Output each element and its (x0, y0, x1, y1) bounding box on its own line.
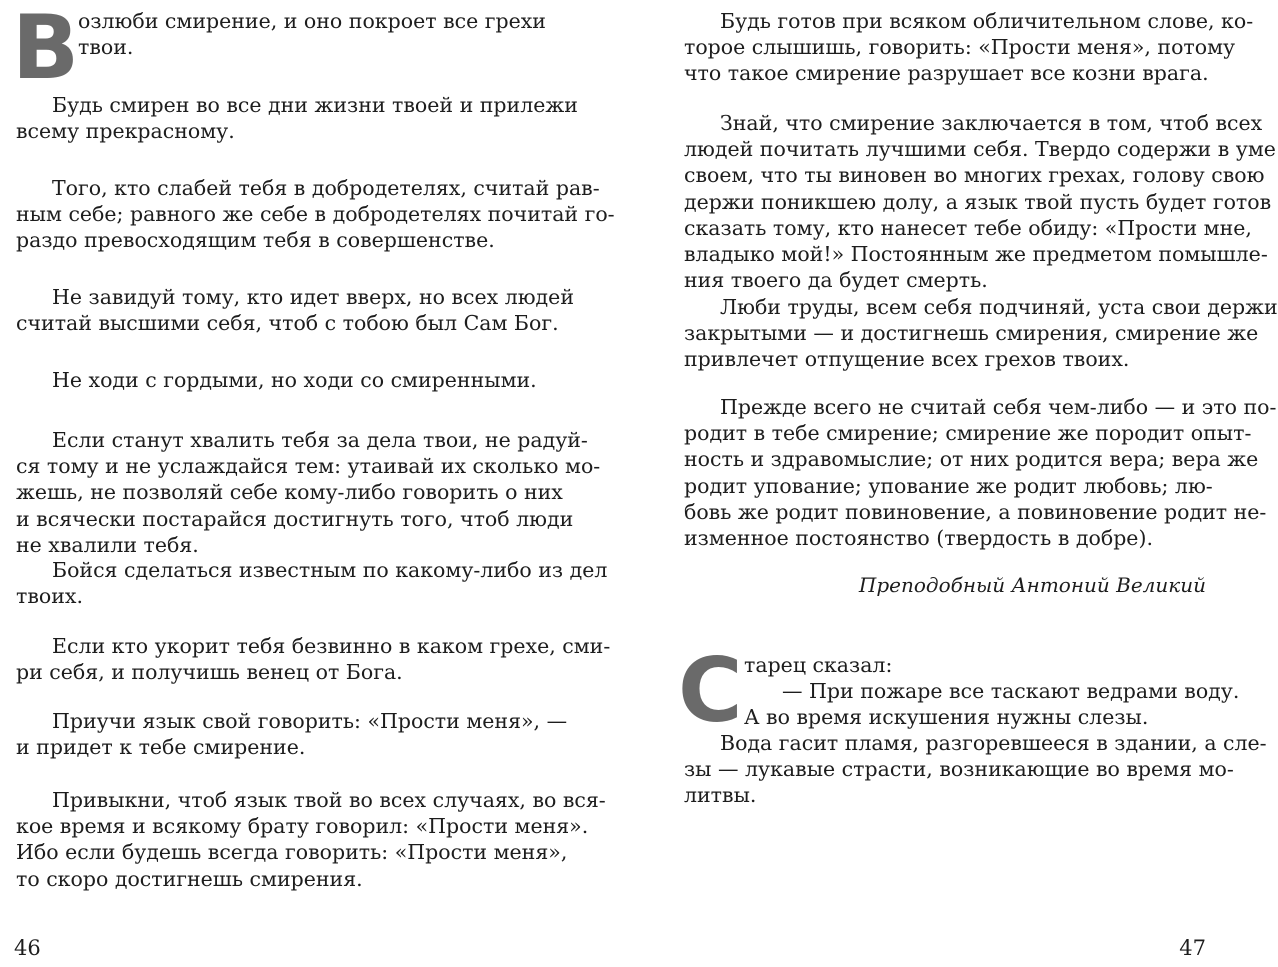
text-line: бовь же родит повиновение, а повиновение родит не- (684, 499, 1267, 524)
text-line: людей почитать лучшими себя. Твердо содержи в уме (684, 137, 1276, 162)
text-line: ся тому и не услаждайся тем: утаивай их сколько мо- (16, 454, 601, 479)
paragraph (16, 787, 606, 892)
text-line: зы — лукавые страсти, возникающие во время мо- (684, 757, 1234, 782)
text-line: своем, что ты виновен во многих грехах, голову свою (684, 163, 1265, 188)
paragraph (684, 730, 1267, 809)
paragraph (684, 394, 1277, 551)
author-signature: Преподобный Антоний Великий (858, 573, 1206, 597)
right-page (610, 0, 1278, 967)
text-line: Привыкни, чтоб язык твой во всех случаях, во вся- (52, 788, 606, 812)
text-line: жешь, не позволяй себе кому-либо говорить о них (16, 480, 563, 505)
text-line: тарец сказал: (744, 653, 893, 677)
dropcap-letter-v: В (12, 0, 80, 99)
text-line: Прежде всего не считай себя чем-либо — и это по- (720, 395, 1277, 419)
paragraph (16, 557, 608, 609)
text-line: торое слышишь, говорить: «Прости меня», потому (684, 35, 1236, 60)
paragraph (684, 110, 1276, 293)
text-line: кое время и всякому брату говорил: «Прости меня». (16, 814, 589, 839)
text-line: Того, кто слабей тебя в добродетелях, считай рав- (52, 176, 600, 200)
text-line: твои. (78, 35, 134, 60)
text-line: озлюби смирение, и оно покроет все грехи (78, 9, 546, 33)
text-line: Знай, что смирение заключается в том, чтоб всех (720, 111, 1263, 135)
text-line: держи поникшею долу, а язык твой пусть будет готов (684, 189, 1272, 214)
text-line: то скоро достигнешь смирения. (16, 866, 363, 891)
text-line: всему прекрасному. (16, 119, 235, 144)
paragraph (16, 367, 538, 393)
text-line: и всячески постарайся достигнуть того, чтоб люди (16, 506, 574, 531)
paragraph (684, 8, 1254, 87)
text-line: Вода гасит пламя, разгоревшееся в здании, а сле- (720, 731, 1267, 755)
text-line: Ибо если будешь всегда говорить: «Прости меня», (16, 840, 568, 865)
text-line: Не завидуй тому, кто идет вверх, но всех людей (52, 285, 574, 309)
left-page (0, 0, 615, 967)
paragraph (16, 708, 568, 760)
text-line: что такое смирение разрушает все козни врага. (684, 61, 1209, 86)
text-line: привлечет отпущение всех грехов твоих. (684, 347, 1130, 372)
text-line: Будь смирен во все дни жизни твоей и прилежи (52, 93, 578, 117)
text-line: закрытыми — и достигнешь смирения, смирение же (684, 321, 1259, 346)
text-line: — При пожаре все таскают ведрами воду. (782, 679, 1240, 704)
text-line: ным себе; равного же себе в добродетелях почитай го- (16, 202, 615, 227)
text-line: считай высшими себя, чтоб с тобою был Сам Бог. (16, 311, 559, 336)
paragraph (16, 175, 615, 254)
text-line: Приучи язык свой говорить: «Прости меня», — (52, 709, 568, 733)
text-line: раздо превосходящим тебя в совершенстве. (16, 228, 495, 253)
text-line: Не ходи с гордыми, но ходи со смиренными. (52, 368, 537, 392)
paragraph (16, 427, 601, 558)
text-line: владыко мой!» Постоянным же предметом помышле- (684, 242, 1268, 267)
paragraph (16, 92, 578, 144)
paragraph (16, 633, 611, 685)
text-line: А во время искушения нужны слезы. (744, 705, 1149, 730)
text-line: Будь готов при всяком обличительном слове, ко- (720, 9, 1254, 33)
text-line: ность и здравомыслие; от них родится вера; вера же (684, 447, 1259, 472)
text-line: Люби труды, всем себя подчиняй, уста свои держи (720, 295, 1278, 319)
text-line: изменное постоянство (твердость в добре). (684, 526, 1153, 551)
text-line: твоих. (16, 584, 83, 609)
text-line: сказать тому, кто нанесет тебе обиду: «Прости мне, (684, 215, 1252, 240)
text-line: Бойся сделаться известным по какому-либо из дел (52, 558, 608, 582)
text-line: не хвалили тебя. (16, 532, 199, 557)
text-line: родит в тебе смирение; смирение же породит опыт- (684, 421, 1252, 446)
text-line: ри себя, и получишь венец от Бога. (16, 660, 403, 685)
text-line: ния твоего да будет смерть. (684, 268, 988, 293)
opening-paragraph (78, 8, 546, 60)
paragraph (16, 284, 574, 336)
text-line: Если станут хвалить тебя за дела твои, не радуй- (52, 428, 588, 452)
page-number-right: 47 (1179, 936, 1206, 960)
dropcap-letter-s: С (678, 639, 743, 742)
text-line: литвы. (684, 783, 757, 808)
paragraph (684, 294, 1278, 373)
page-number-left: 46 (14, 936, 41, 960)
text-line: родит упование; упование же родит любовь; лю- (684, 473, 1213, 498)
text-line: и придет к тебе смирение. (16, 735, 306, 760)
story-opening (744, 652, 1240, 731)
text-line: Если кто укорит тебя безвинно в каком грехе, сми- (52, 634, 611, 658)
